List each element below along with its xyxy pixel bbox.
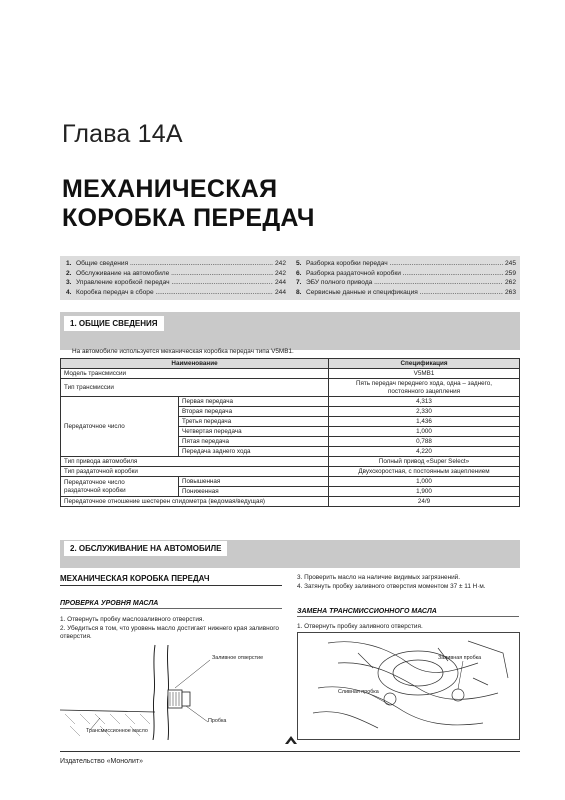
column-header: Наименование xyxy=(61,359,329,369)
procedure-step: 3. Проверить масло на наличие видимых загрязнений. xyxy=(297,574,461,581)
table-row xyxy=(61,467,520,477)
gearbox-underside-drawing xyxy=(298,633,519,739)
callout-plug: Пробка xyxy=(208,718,227,724)
toc-column-left xyxy=(66,259,286,297)
callout-drain-plug: Сливная пробка xyxy=(338,689,379,695)
toc-item[interactable] xyxy=(296,278,516,288)
toc-title: Разборка раздаточной коробки ..... xyxy=(306,269,503,279)
row-label-line: раздаточной коробки xyxy=(64,486,126,494)
toc-item[interactable] xyxy=(66,288,286,298)
toc-item[interactable] xyxy=(66,269,286,279)
row-label-line: Передаточное число xyxy=(64,478,125,486)
range-value: 1,000 xyxy=(329,477,520,487)
table-row xyxy=(61,477,520,487)
gear-label: Пятая передача xyxy=(179,437,329,447)
toc-page: 259 xyxy=(504,269,516,277)
row-value-line: постоянного зацепления xyxy=(387,387,461,395)
toc-item[interactable] xyxy=(296,259,516,269)
gear-label: Передача заднего хода xyxy=(179,447,329,457)
gear-value: 4,220 xyxy=(329,447,520,457)
gear-value: 1,436 xyxy=(329,417,520,427)
toc-title: Общие сведения ..... xyxy=(76,259,273,269)
toc-page: 244 xyxy=(274,279,286,287)
toc-number: 6. xyxy=(296,269,302,277)
toc-page: 242 xyxy=(274,260,286,267)
row-label: Тип раздаточной коробки xyxy=(61,467,329,477)
row-value: 24/9 xyxy=(329,497,520,507)
toc-number: 4. xyxy=(66,288,72,296)
toc-number: 1. xyxy=(66,260,72,267)
page-title xyxy=(62,175,315,233)
gear-value: 4,313 xyxy=(329,397,520,407)
toc-title: Сервисные данные и спецификация ..... xyxy=(306,288,503,298)
row-label: Передаточное число xyxy=(61,397,179,457)
publisher-footer: Издательство «Монолит» xyxy=(60,758,144,765)
oil-level-illustration xyxy=(60,640,280,740)
range-value: 1,900 xyxy=(329,487,520,497)
row-label: Тип привода автомобиля xyxy=(61,457,329,467)
row-value xyxy=(329,379,520,397)
subsection-heading: МЕХАНИЧЕСКАЯ КОРОБКА ПЕРЕДАЧ xyxy=(60,574,282,586)
title-line-2: КОРОБКА ПЕРЕДАЧ xyxy=(62,204,315,232)
procedure-step: 1. Отвернуть пробку маслозаливного отверстия. xyxy=(60,616,205,623)
range-label: Пониженная xyxy=(179,487,329,497)
column-header: Спецификация xyxy=(329,359,520,369)
gear-value: 2,330 xyxy=(329,407,520,417)
gear-value: 1,000 xyxy=(329,427,520,437)
callout-filler-hole: Заливное отверстие xyxy=(212,655,264,661)
table-row xyxy=(61,397,520,407)
toc-column-right xyxy=(296,259,516,297)
table-row xyxy=(61,369,520,379)
row-label: Модель трансмиссии xyxy=(61,369,329,379)
toc-number: 3. xyxy=(66,279,72,287)
row-value-line: Пять передач переднего хода, одна – заднего, xyxy=(355,379,493,387)
toc-title: ЭБУ полного привода ..... xyxy=(306,278,503,288)
intro-text: На автомобиле используется механическая коробка передач типа V5MB1. xyxy=(72,348,294,355)
section-bar xyxy=(60,540,520,568)
toc-item[interactable] xyxy=(66,259,286,269)
toc-page: 245 xyxy=(504,260,516,267)
row-label: Тип трансмиссии xyxy=(61,379,329,397)
range-label: Повышенная xyxy=(179,477,329,487)
row-label: Передаточное отношение шестерен спидометра (ведомая/ведущая) xyxy=(61,497,329,507)
toc-number: 7. xyxy=(296,279,302,287)
section-heading: 1. ОБЩИЕ СВЕДЕНИЯ xyxy=(64,316,164,331)
row-value: Двухскоростная, с постоянным зацеплением xyxy=(329,467,520,477)
toc-title: Коробка передач в сборе ..... xyxy=(76,288,273,298)
toc-number: 2. xyxy=(66,269,72,277)
procedure-step: 4. Затянуть пробку заливного отверстия моментом 37 ± 11 Н·м. xyxy=(297,583,486,590)
toc-number: 5. xyxy=(296,260,302,267)
gear-label: Вторая передача xyxy=(179,407,329,417)
toc-item[interactable] xyxy=(296,288,516,298)
oil-change-illustration xyxy=(297,632,520,740)
footer-divider xyxy=(60,751,520,752)
toc-page: 244 xyxy=(274,288,286,296)
table-row xyxy=(61,379,520,397)
title-line-1: МЕХАНИЧЕСКАЯ xyxy=(62,175,278,203)
procedure-step: 2. Убедиться в том, что уровень масло достигает нижнего края заливного отверстия. xyxy=(60,625,279,641)
spec-table xyxy=(60,358,520,507)
table-header-row xyxy=(61,359,520,369)
row-label xyxy=(61,477,179,497)
table-row xyxy=(61,497,520,507)
toc-page: 242 xyxy=(274,269,286,277)
toc-title: Управление коробкой передач ..... xyxy=(76,278,273,288)
row-value: Полный привод «Super Select» xyxy=(329,457,520,467)
callout-transmission-oil: Трансмиссионное масло xyxy=(86,728,148,734)
publisher-logo-icon xyxy=(284,735,298,745)
section-bar xyxy=(60,312,520,350)
table-of-contents xyxy=(60,256,520,300)
chapter-label: Глава 14А xyxy=(62,120,183,148)
row-value: V5MB1 xyxy=(329,369,520,379)
section-heading: 2. ОБСЛУЖИВАНИЕ НА АВТОМОБИЛЕ xyxy=(64,541,227,556)
toc-item[interactable] xyxy=(296,269,516,279)
toc-page: 262 xyxy=(504,279,516,287)
callout-filler-plug: Заливная пробка xyxy=(438,655,482,661)
gear-label: Четвертая передача xyxy=(179,427,329,437)
toc-number: 8. xyxy=(296,288,302,296)
gear-label: Первая передача xyxy=(179,397,329,407)
toc-title: Разборка коробки передач ..... xyxy=(306,259,503,269)
gear-value: 0,788 xyxy=(329,437,520,447)
procedure-heading: ЗАМЕНА ТРАНСМИССИОННОГО МАСЛА xyxy=(297,608,519,617)
procedure-step: 1. Отвернуть пробку заливного отверстия. xyxy=(297,623,423,630)
toc-title: Обслуживание на автомобиле ..... xyxy=(76,269,273,279)
gear-label: Третья передача xyxy=(179,417,329,427)
procedure-heading: ПРОВЕРКА УРОВНЯ МАСЛА xyxy=(60,600,282,609)
toc-item[interactable] xyxy=(66,278,286,288)
table-row xyxy=(61,457,520,467)
toc-page: 263 xyxy=(504,288,516,296)
